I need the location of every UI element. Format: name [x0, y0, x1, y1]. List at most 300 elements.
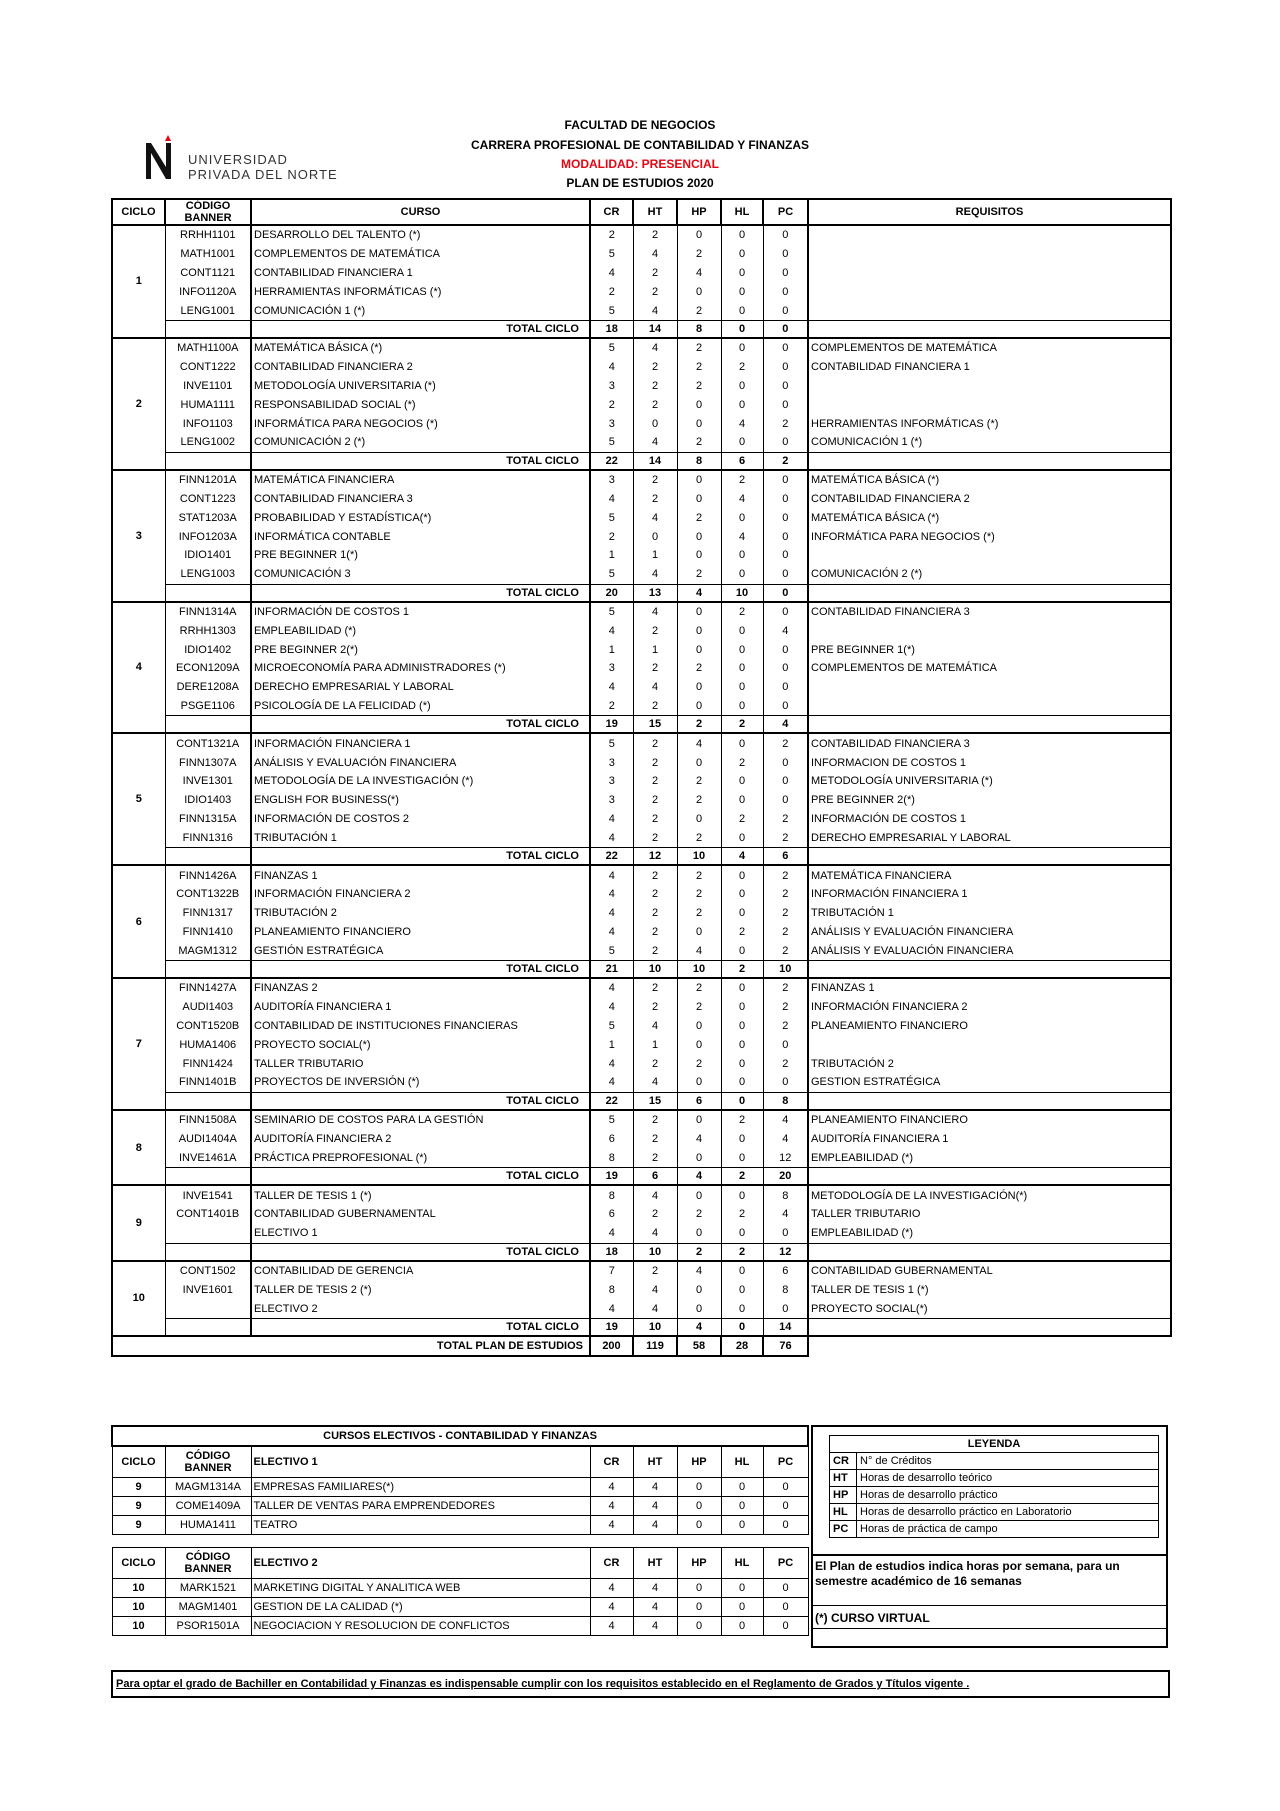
- course-code: FINN1316: [165, 828, 251, 847]
- course-row: [112, 697, 1171, 716]
- course-hl: 2: [721, 810, 763, 829]
- course-pc: 0: [763, 697, 808, 716]
- course-hp: 2: [677, 1205, 721, 1224]
- course-ht: 2: [633, 791, 677, 810]
- course-row: [112, 621, 1171, 640]
- course-cr: 5: [590, 1017, 633, 1036]
- elective-code: HUMA1411: [165, 1516, 251, 1535]
- course-requirement: CONTABILIDAD FINANCIERA 3: [808, 733, 1171, 753]
- legend-abbr: HL: [830, 1504, 857, 1521]
- course-pc: 0: [763, 772, 808, 791]
- elective-name: TEATRO: [251, 1516, 590, 1535]
- elective-hl: 0: [721, 1478, 763, 1497]
- course-requirement: COMPLEMENTOS DE MATEMÁTICA: [808, 338, 1171, 358]
- course-ht: 4: [633, 602, 677, 622]
- course-requirement: TALLER DE TESIS 1 (*): [808, 1280, 1171, 1299]
- course-code: IDIO1402: [165, 640, 251, 659]
- course-pc: 0: [763, 377, 808, 396]
- ciclo-number: 5: [112, 733, 165, 865]
- total-hl: 10: [721, 584, 763, 602]
- col-cr: CR: [590, 199, 633, 225]
- course-ht: 2: [633, 264, 677, 283]
- course-ht: 2: [633, 753, 677, 772]
- electives-header-row: [112, 1446, 808, 1478]
- electives-title-row: [112, 1426, 808, 1446]
- course-pc: 0: [763, 659, 808, 678]
- course-name: CONTABILIDAD FINANCIERA 1: [251, 264, 590, 283]
- course-requirement: TRIBUTACIÓN 1: [808, 904, 1171, 923]
- grand-total-value: 76: [763, 1336, 808, 1356]
- course-hl: 0: [721, 433, 763, 452]
- course-hp: 0: [677, 810, 721, 829]
- ciclo-number: 1: [112, 225, 165, 338]
- course-ht: 2: [633, 1130, 677, 1149]
- course-hl: 0: [721, 1280, 763, 1299]
- total-label: TOTAL CICLO: [251, 320, 590, 338]
- course-code: PSGE1106: [165, 697, 251, 716]
- total-cr: 21: [590, 961, 633, 979]
- course-requirement: PLANEAMIENTO FINANCIERO: [808, 1017, 1171, 1036]
- course-row: [112, 602, 1171, 622]
- course-row: [112, 923, 1171, 942]
- course-ht: 4: [633, 1073, 677, 1092]
- course-hl: 0: [721, 1148, 763, 1167]
- course-hp: 0: [677, 414, 721, 433]
- study-plan-table: [111, 198, 1172, 1357]
- course-hp: 2: [677, 508, 721, 527]
- course-name: DERECHO EMPRESARIAL Y LABORAL: [251, 678, 590, 697]
- total-cr: 20: [590, 584, 633, 602]
- course-hp: 0: [677, 640, 721, 659]
- course-pc: 0: [763, 395, 808, 414]
- course-row: [112, 1205, 1171, 1224]
- ciclo-total-row: [112, 1319, 1171, 1337]
- course-row: [112, 358, 1171, 377]
- legend-item: [830, 1453, 1159, 1470]
- course-name: CONTABILIDAD FINANCIERA 2: [251, 358, 590, 377]
- total-label: TOTAL CICLO: [251, 961, 590, 979]
- electives-header-row: [112, 1548, 808, 1579]
- course-name: PLANEAMIENTO FINANCIERO: [251, 923, 590, 942]
- course-ht: 2: [633, 358, 677, 377]
- course-hl: 0: [721, 659, 763, 678]
- course-row: [112, 733, 1171, 753]
- elective-cr: 4: [590, 1598, 633, 1617]
- ciclo-number: 7: [112, 978, 165, 1110]
- course-code: FINN1427A: [165, 978, 251, 998]
- electives-table: [111, 1425, 809, 1636]
- elective-hl: 0: [721, 1497, 763, 1516]
- course-hl: 0: [721, 904, 763, 923]
- total-hp: 2: [677, 716, 721, 734]
- course-code: HUMA1111: [165, 395, 251, 414]
- elective-ciclo: 10: [112, 1617, 165, 1636]
- total-pc: 10: [763, 961, 808, 979]
- legend-abbr: HP: [830, 1487, 857, 1504]
- course-ht: 2: [633, 1261, 677, 1281]
- course-requirement: DERECHO EMPRESARIAL Y LABORAL: [808, 828, 1171, 847]
- course-hl: 0: [721, 1130, 763, 1149]
- elective-hp: 0: [677, 1617, 721, 1636]
- elective-ht: 4: [633, 1617, 677, 1636]
- course-pc: 6: [763, 1261, 808, 1281]
- elective-code: PSOR1501A: [165, 1617, 251, 1636]
- course-pc: 0: [763, 753, 808, 772]
- course-cr: 3: [590, 414, 633, 433]
- course-cr: 3: [590, 791, 633, 810]
- course-name: CONTABILIDAD FINANCIERA 3: [251, 490, 590, 509]
- elective-cr: 4: [590, 1497, 633, 1516]
- course-hl: 0: [721, 678, 763, 697]
- course-hl: 0: [721, 828, 763, 847]
- course-hp: 2: [677, 998, 721, 1017]
- course-requirement: [808, 301, 1171, 320]
- course-pc: 0: [763, 358, 808, 377]
- course-hl: 0: [721, 1224, 763, 1243]
- total-label: TOTAL CICLO: [251, 848, 590, 866]
- logo-line-2: PRIVADA DEL NORTE: [188, 167, 338, 182]
- ciclo-total-row: [112, 1243, 1171, 1261]
- course-requirement: INFORMACIÓN DE COSTOS 1: [808, 810, 1171, 829]
- grand-total-label: TOTAL PLAN DE ESTUDIOS: [112, 1336, 590, 1356]
- course-name: MATEMÁTICA FINANCIERA: [251, 470, 590, 490]
- course-hp: 2: [677, 433, 721, 452]
- course-ht: 2: [633, 1148, 677, 1167]
- course-hl: 0: [721, 565, 763, 584]
- course-row: [112, 433, 1171, 452]
- total-pc: 0: [763, 320, 808, 338]
- ciclo-number: 4: [112, 602, 165, 734]
- course-ht: 4: [633, 301, 677, 320]
- course-requirement: CONTABILIDAD FINANCIERA 1: [808, 358, 1171, 377]
- ciclo-total-row: [112, 584, 1171, 602]
- course-cr: 1: [590, 640, 633, 659]
- elective-row: [112, 1478, 808, 1497]
- total-pc: 12: [763, 1243, 808, 1261]
- course-cr: 4: [590, 1299, 633, 1318]
- course-requirement: PRE BEGINNER 1(*): [808, 640, 1171, 659]
- legend-desc: Horas de práctica de campo: [857, 1521, 1159, 1538]
- course-row: [112, 414, 1171, 433]
- course-pc: 0: [763, 245, 808, 264]
- legend-desc: Horas de desarrollo práctico en Laboratorio: [857, 1504, 1159, 1521]
- course-row: [112, 659, 1171, 678]
- total-ht: 13: [633, 584, 677, 602]
- total-hl: 2: [721, 1243, 763, 1261]
- col-hl: HL: [721, 199, 763, 225]
- course-name: ANÁLISIS Y EVALUACIÓN FINANCIERA: [251, 753, 590, 772]
- course-row: [112, 1073, 1171, 1092]
- ciclo-total-row: [112, 452, 1171, 470]
- total-cr: 18: [590, 320, 633, 338]
- elective-col-codigo: CÓDIGO BANNER: [165, 1548, 251, 1579]
- total-pc: 8: [763, 1092, 808, 1110]
- course-hp: 4: [677, 1261, 721, 1281]
- course-code: FINN1314A: [165, 602, 251, 622]
- course-name: AUDITORÍA FINANCIERA 1: [251, 998, 590, 1017]
- course-pc: 2: [763, 1054, 808, 1073]
- course-cr: 5: [590, 733, 633, 753]
- elective-col-pc: PC: [763, 1446, 808, 1478]
- course-hp: 2: [677, 1054, 721, 1073]
- total-label: TOTAL CICLO: [251, 1319, 590, 1337]
- course-requirement: INFORMÁTICA PARA NEGOCIOS (*): [808, 527, 1171, 546]
- course-requirement: [808, 225, 1171, 245]
- elective-cr: 4: [590, 1579, 633, 1598]
- course-requirement: CONTABILIDAD FINANCIERA 2: [808, 490, 1171, 509]
- elective-code: MAGM1401: [165, 1598, 251, 1617]
- course-name: RESPONSABILIDAD SOCIAL (*): [251, 395, 590, 414]
- course-code: RRHH1101: [165, 225, 251, 245]
- course-requirement: COMUNICACIÓN 1 (*): [808, 433, 1171, 452]
- elective-row: [112, 1579, 808, 1598]
- ciclo-total-row: [112, 848, 1171, 866]
- course-name: PRE BEGINNER 1(*): [251, 546, 590, 565]
- total-ht: 6: [633, 1168, 677, 1186]
- course-hl: 0: [721, 733, 763, 753]
- course-code: FINN1508A: [165, 1110, 251, 1130]
- elective-ht: 4: [633, 1598, 677, 1617]
- course-requirement: EMPLEABILIDAD (*): [808, 1224, 1171, 1243]
- course-code: [165, 1224, 251, 1243]
- course-code: DERE1208A: [165, 678, 251, 697]
- course-hl: 0: [721, 245, 763, 264]
- table-header-row: [112, 199, 1171, 225]
- course-name: TALLER DE TESIS 2 (*): [251, 1280, 590, 1299]
- course-pc: 4: [763, 621, 808, 640]
- course-hl: 0: [721, 225, 763, 245]
- elective-pc: 0: [763, 1598, 808, 1617]
- total-cr: 22: [590, 848, 633, 866]
- course-pc: 0: [763, 301, 808, 320]
- course-row: [112, 301, 1171, 320]
- elective-cr: 4: [590, 1617, 633, 1636]
- course-hp: 4: [677, 733, 721, 753]
- elective-hp: 0: [677, 1579, 721, 1598]
- course-requirement: GESTION ESTRATÉGICA: [808, 1073, 1171, 1092]
- course-ht: 2: [633, 828, 677, 847]
- elective-pc: 0: [763, 1497, 808, 1516]
- course-name: CONTABILIDAD DE INSTITUCIONES FINANCIERAS: [251, 1017, 590, 1036]
- elective-col-ht: HT: [633, 1446, 677, 1478]
- course-row: [112, 1054, 1171, 1073]
- total-cr: 18: [590, 1243, 633, 1261]
- course-requirement: [808, 377, 1171, 396]
- course-cr: 2: [590, 697, 633, 716]
- elective-ht: 4: [633, 1497, 677, 1516]
- course-cr: 8: [590, 1185, 633, 1205]
- course-pc: 2: [763, 810, 808, 829]
- elective-col-hl: HL: [721, 1548, 763, 1579]
- course-row: [112, 941, 1171, 960]
- course-name: TALLER DE TESIS 1 (*): [251, 1185, 590, 1205]
- elective-code: MAGM1314A: [165, 1478, 251, 1497]
- ciclo-total-row: [112, 1092, 1171, 1110]
- course-code: FINN1317: [165, 904, 251, 923]
- course-pc: 0: [763, 791, 808, 810]
- course-pc: 2: [763, 978, 808, 998]
- elective-code: COME1409A: [165, 1497, 251, 1516]
- course-ht: 0: [633, 414, 677, 433]
- course-pc: 0: [763, 433, 808, 452]
- course-hl: 0: [721, 640, 763, 659]
- course-row: [112, 395, 1171, 414]
- course-row: [112, 810, 1171, 829]
- course-pc: 0: [763, 470, 808, 490]
- total-label: TOTAL CICLO: [251, 716, 590, 734]
- total-cr: 22: [590, 1092, 633, 1110]
- course-row: [112, 978, 1171, 998]
- elective-hl: 0: [721, 1617, 763, 1636]
- course-hl: 0: [721, 395, 763, 414]
- course-hp: 0: [677, 225, 721, 245]
- course-ht: 2: [633, 772, 677, 791]
- course-hl: 0: [721, 865, 763, 885]
- course-code: MATH1100A: [165, 338, 251, 358]
- course-ht: 4: [633, 433, 677, 452]
- course-pc: 0: [763, 546, 808, 565]
- course-name: INFORMACIÓN FINANCIERA 1: [251, 733, 590, 753]
- elective-ciclo: 10: [112, 1598, 165, 1617]
- course-hl: 0: [721, 546, 763, 565]
- course-requirement: ANÁLISIS Y EVALUACIÓN FINANCIERA: [808, 941, 1171, 960]
- course-hl: 2: [721, 470, 763, 490]
- course-row: [112, 377, 1171, 396]
- course-name: METODOLOGÍA UNIVERSITARIA (*): [251, 377, 590, 396]
- course-cr: 4: [590, 490, 633, 509]
- course-hl: 0: [721, 377, 763, 396]
- course-cr: 8: [590, 1148, 633, 1167]
- course-row: [112, 264, 1171, 283]
- course-pc: 4: [763, 1205, 808, 1224]
- elective-hp: 0: [677, 1516, 721, 1535]
- course-name: MICROECONOMÍA PARA ADMINISTRADORES (*): [251, 659, 590, 678]
- total-ht: 10: [633, 1319, 677, 1337]
- course-hl: 2: [721, 923, 763, 942]
- course-pc: 2: [763, 1017, 808, 1036]
- course-name: SEMINARIO DE COSTOS PARA LA GESTIÓN: [251, 1110, 590, 1130]
- course-ht: 2: [633, 490, 677, 509]
- course-hp: 2: [677, 772, 721, 791]
- course-hl: 2: [721, 602, 763, 622]
- total-label: TOTAL CICLO: [251, 584, 590, 602]
- course-requirement: INFORMACION DE COSTOS 1: [808, 753, 1171, 772]
- course-ht: 2: [633, 904, 677, 923]
- course-code: FINN1426A: [165, 865, 251, 885]
- course-hp: 2: [677, 301, 721, 320]
- course-ht: 0: [633, 527, 677, 546]
- course-cr: 2: [590, 395, 633, 414]
- course-hl: 0: [721, 998, 763, 1017]
- ciclo-total-row: [112, 716, 1171, 734]
- course-cr: 4: [590, 678, 633, 697]
- course-hl: 4: [721, 414, 763, 433]
- course-code: INVE1541: [165, 1185, 251, 1205]
- course-row: [112, 1224, 1171, 1243]
- course-code: FINN1410: [165, 923, 251, 942]
- course-cr: 4: [590, 1073, 633, 1092]
- course-hl: 0: [721, 338, 763, 358]
- course-hl: 0: [721, 772, 763, 791]
- course-ht: 2: [633, 865, 677, 885]
- course-row: [112, 904, 1171, 923]
- legend-item: [830, 1487, 1159, 1504]
- elective-hp: 0: [677, 1497, 721, 1516]
- course-code: ECON1209A: [165, 659, 251, 678]
- legend-item: [830, 1521, 1159, 1538]
- course-requirement: [808, 678, 1171, 697]
- course-requirement: METODOLOGÍA UNIVERSITARIA (*): [808, 772, 1171, 791]
- course-cr: 4: [590, 923, 633, 942]
- total-hp: 8: [677, 452, 721, 470]
- course-hl: 0: [721, 1185, 763, 1205]
- course-requirement: INFORMACIÓN FINANCIERA 2: [808, 998, 1171, 1017]
- course-cr: 4: [590, 865, 633, 885]
- course-pc: 2: [763, 828, 808, 847]
- course-hp: 0: [677, 395, 721, 414]
- course-row: [112, 998, 1171, 1017]
- total-ht: 15: [633, 1092, 677, 1110]
- course-row: [112, 791, 1171, 810]
- course-pc: 2: [763, 923, 808, 942]
- course-ht: 2: [633, 885, 677, 904]
- course-pc: 0: [763, 1224, 808, 1243]
- course-row: [112, 753, 1171, 772]
- elective-code: MARK1521: [165, 1579, 251, 1598]
- elective-ht: 4: [633, 1516, 677, 1535]
- elective-ht: 4: [633, 1579, 677, 1598]
- course-hp: 0: [677, 546, 721, 565]
- course-cr: 8: [590, 1280, 633, 1299]
- legend-abbr: HT: [830, 1470, 857, 1487]
- legend-title: LEYENDA: [830, 1436, 1159, 1453]
- course-ht: 2: [633, 621, 677, 640]
- course-cr: 2: [590, 225, 633, 245]
- course-cr: 5: [590, 1110, 633, 1130]
- total-pc: 0: [763, 584, 808, 602]
- course-requirement: [808, 1035, 1171, 1054]
- course-code: RRHH1303: [165, 621, 251, 640]
- course-cr: 6: [590, 1130, 633, 1149]
- course-ht: 1: [633, 640, 677, 659]
- course-requirement: [808, 395, 1171, 414]
- course-code: MATH1001: [165, 245, 251, 264]
- course-row: [112, 245, 1171, 264]
- total-ht: 14: [633, 320, 677, 338]
- course-cr: 4: [590, 828, 633, 847]
- course-name: PRE BEGINNER 2(*): [251, 640, 590, 659]
- course-requirement: [808, 621, 1171, 640]
- course-hp: 0: [677, 1148, 721, 1167]
- course-name: METODOLOGÍA DE LA INVESTIGACIÓN (*): [251, 772, 590, 791]
- course-code: AUDI1404A: [165, 1130, 251, 1149]
- ciclo-number: 2: [112, 338, 165, 470]
- course-ht: 2: [633, 659, 677, 678]
- col-ciclo: CICLO: [112, 199, 165, 225]
- course-code: IDIO1403: [165, 791, 251, 810]
- elective-pc: 0: [763, 1579, 808, 1598]
- course-requirement: [808, 264, 1171, 283]
- course-hp: 2: [677, 791, 721, 810]
- course-code: LENG1001: [165, 301, 251, 320]
- course-row: [112, 546, 1171, 565]
- course-code: CONT1121: [165, 264, 251, 283]
- course-cr: 2: [590, 527, 633, 546]
- elective-ht: 4: [633, 1478, 677, 1497]
- course-hl: 0: [721, 697, 763, 716]
- total-pc: 14: [763, 1319, 808, 1337]
- course-code: INFO1103: [165, 414, 251, 433]
